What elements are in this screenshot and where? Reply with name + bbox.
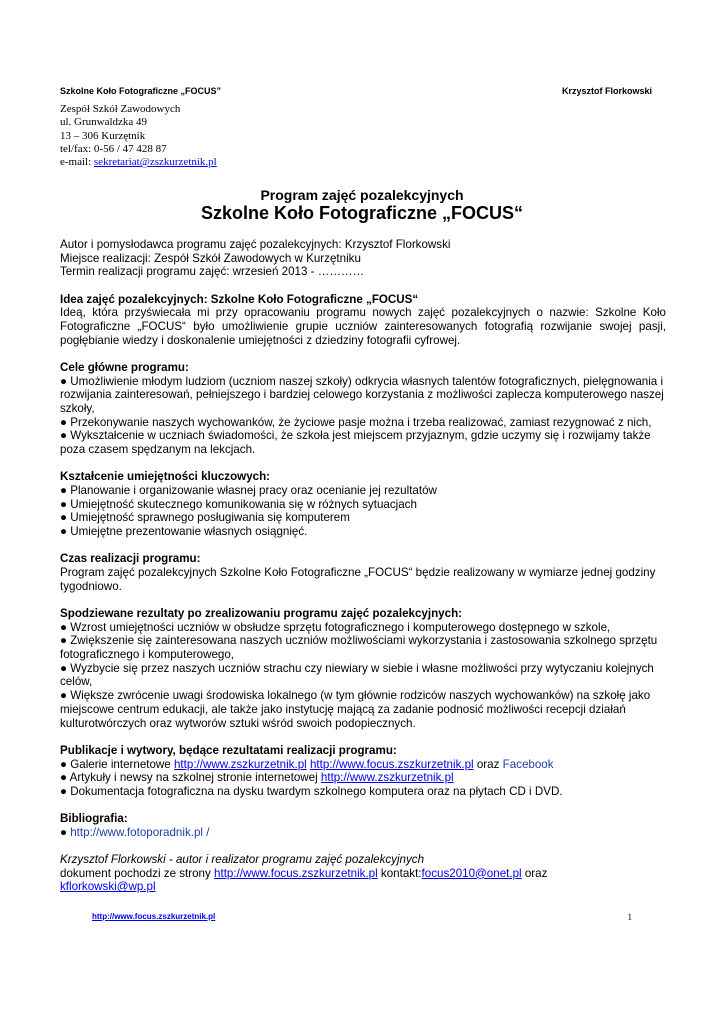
skills-item: ● Umiejętne prezentowanie własnych osiągnięć. (60, 525, 308, 539)
email2-link[interactable]: kflorkowski@wp.pl (60, 880, 156, 894)
publications-section (60, 744, 666, 799)
header-author: Krzysztof Florkowski (561, 86, 652, 96)
contact-email-link[interactable]: focus2010@onet.pl (421, 866, 522, 880)
goals-item: ● Wykształcenie w uczniach świadomości, że szkoła jest miejscem przyjaznym, gdzie uczymy się i rozwijamy także poza czasem spędzanym na lekcjach. (60, 429, 651, 457)
galleries-label: ● Galerie internetowe (60, 757, 174, 771)
fotoporadnik-link[interactable]: http://www.fotoporadnik.pl / (70, 825, 210, 839)
intro-place: Miejsce realizacji: Zespół Szkół Zawodowych w Kurzętniku (60, 251, 361, 265)
results-item: ● Większe zwrócenie uwagi środowiska lokalnego (w tym głównie rodziców naszych wychowanków) na szkołę jako miejscowe centrum edukacji, ale także jako instytucję mającą za zadanie podnosić możliwości recepcji działań kulturotwórczych oraz wytworów sztuki wśród swoich podopiecznych. (60, 689, 651, 730)
bibliography-section (60, 812, 666, 839)
results-section (60, 607, 666, 730)
oraz-text: oraz (473, 757, 503, 771)
address-city: 13 – 306 Kurzętnik (60, 129, 146, 142)
address-phone: tel/fax: 0-56 / 47 428 87 (60, 142, 167, 155)
zszkurzetnik-link[interactable]: http://www.zszkurzetnik.pl (173, 757, 307, 771)
email-link[interactable]: sekretariat@zszkurzetnik.pl (93, 156, 217, 169)
skills-item: ● Umiejętność skutecznego komunikowania się w różnych sytuacjach (60, 497, 417, 511)
results-item: ● Wyzbycie się przez naszych uczniów strachu czy niewiary w siebie i własne możliwości przy wytyczaniu kolejnych celów, (60, 661, 654, 689)
goals-item: ● Przekonywanie naszych wychowanków, że życiowe pasje można i trzeba realizować, zamiast rezygnować z nich, (60, 415, 652, 429)
results-item: ● Wzrost umiejętności uczniów w obsłudze sprzętu fotograficznego i komputerowego dostępnego w szkole, (60, 620, 611, 634)
skills-heading: Kształcenie umiejętności kluczowych: (60, 470, 271, 484)
articles-label: ● Artykuły i newsy na szkolnej stronie internetowej (60, 771, 321, 785)
closing-author: Krzysztof Florkowski - autor i realizator programu zajęć pozalekcyjnych (60, 853, 425, 867)
address-school: Zespół Szkół Zawodowych (60, 103, 181, 115)
results-heading: Spodziewane rezultaty po zrealizowaniu programu zajęć pozalekcyjnych: (60, 606, 463, 620)
publications-heading: Publikacje i wytwory, będące rezultatami realizacji programu: (60, 743, 397, 757)
intro-term: Termin realizacji programu zajęć: wrzesień 2013 - ………… (60, 265, 365, 279)
header-title: Szkolne Koło Fotograficzne „FOCUS” (60, 86, 222, 96)
address-street: ul. Grunwaldzka 49 (60, 116, 148, 129)
closing-source (60, 867, 666, 881)
time-text: Program zajęć pozalekcyjnych Szkolne Koło Fotograficzne „FOCUS“ będzie realizowany w wymiarze jednej godziny tygodniowo. (60, 566, 656, 593)
oraz-text: oraz (521, 866, 548, 880)
bullet: ● (60, 825, 71, 839)
idea-heading: Idea zajęć pozalekcyjnych: Szkolne Koło Fotograficzne „FOCUS“ (60, 292, 419, 306)
idea-section (60, 293, 666, 348)
address-email-line (60, 156, 217, 169)
contact-label: kontakt: (377, 866, 422, 880)
time-heading: Czas realizacji programu: (60, 552, 201, 566)
closing-email2 (60, 880, 666, 894)
idea-text: Ideą, która przyświecała mi przy opracowaniu programu nowych zajęć pozalekcyjnych o nazwie: Szkolne Koło Fotograficzne „FOCUS“ było umożliwienie grupie uczniów zainteresowanych fotografią rozwijanie swojej pasji, pogłębianie wiedzy i doskonalenie umiejętności z dziedziny fotografii cyfrowej. (60, 306, 666, 347)
address-block (60, 103, 217, 169)
document-body (60, 238, 666, 894)
skills-section (60, 470, 666, 539)
page-number: 1 (627, 912, 632, 922)
goals-item: ● Umożliwienie młodym ludziom (uczniom naszej szkoły) odkrycia własnych talentów fotograficznych, pielęgnowania i rozwijania zainteresowań, pełniejszego i bardziej celowego korzystania z możliwości zaplecza komputerowego naszej szkoły, (60, 374, 664, 416)
closing-section (60, 853, 666, 894)
goals-heading: Cele główne programu: (60, 360, 189, 374)
email-label: e-mail: (60, 156, 94, 169)
publications-item-docs: ● Dokumentacja fotograficzna na dysku twardym szkolnego komputera oraz na płytach CD i DVD. (60, 784, 563, 798)
focus-link[interactable]: http://www.focus.zszkurzetnik.pl (309, 757, 474, 771)
program-subtitle: Szkolne Koło Fotograficzne „FOCUS“ (200, 203, 523, 223)
time-section (60, 552, 666, 593)
goals-section (60, 361, 666, 457)
source-link[interactable]: http://www.focus.zszkurzetnik.pl (214, 866, 378, 880)
results-item: ● Zwiększenie się zainteresowana naszych uczniów możliwościami wykorzystania i zastosowania szkolnego sprzętu fotograficznego i komputerowego, (60, 634, 658, 662)
source-label: dokument pochodzi ze strony (60, 866, 215, 880)
bibliography-item (60, 826, 666, 840)
footer-link[interactable]: http://www.focus.zszkurzetnik.pl (92, 912, 216, 921)
publications-item-galleries (60, 758, 666, 772)
skills-item: ● Planowanie i organizowanie własnej pracy oraz ocenianie jej rezultatów (60, 484, 437, 498)
intro-author: Autor i pomysłodawca programu zajęć pozalekcyjnych: Krzysztof Florkowski (60, 238, 451, 251)
program-title: Program zajęć pozalekcyjnych (260, 187, 464, 203)
school-site-link[interactable]: http://www.zszkurzetnik.pl (320, 771, 454, 785)
facebook-link[interactable]: Facebook (502, 757, 554, 771)
skills-item: ● Umiejętność sprawnego posługiwania się komputerem (60, 511, 350, 525)
publications-item-articles (60, 771, 666, 785)
bibliography-heading: Bibliografia: (60, 812, 128, 826)
